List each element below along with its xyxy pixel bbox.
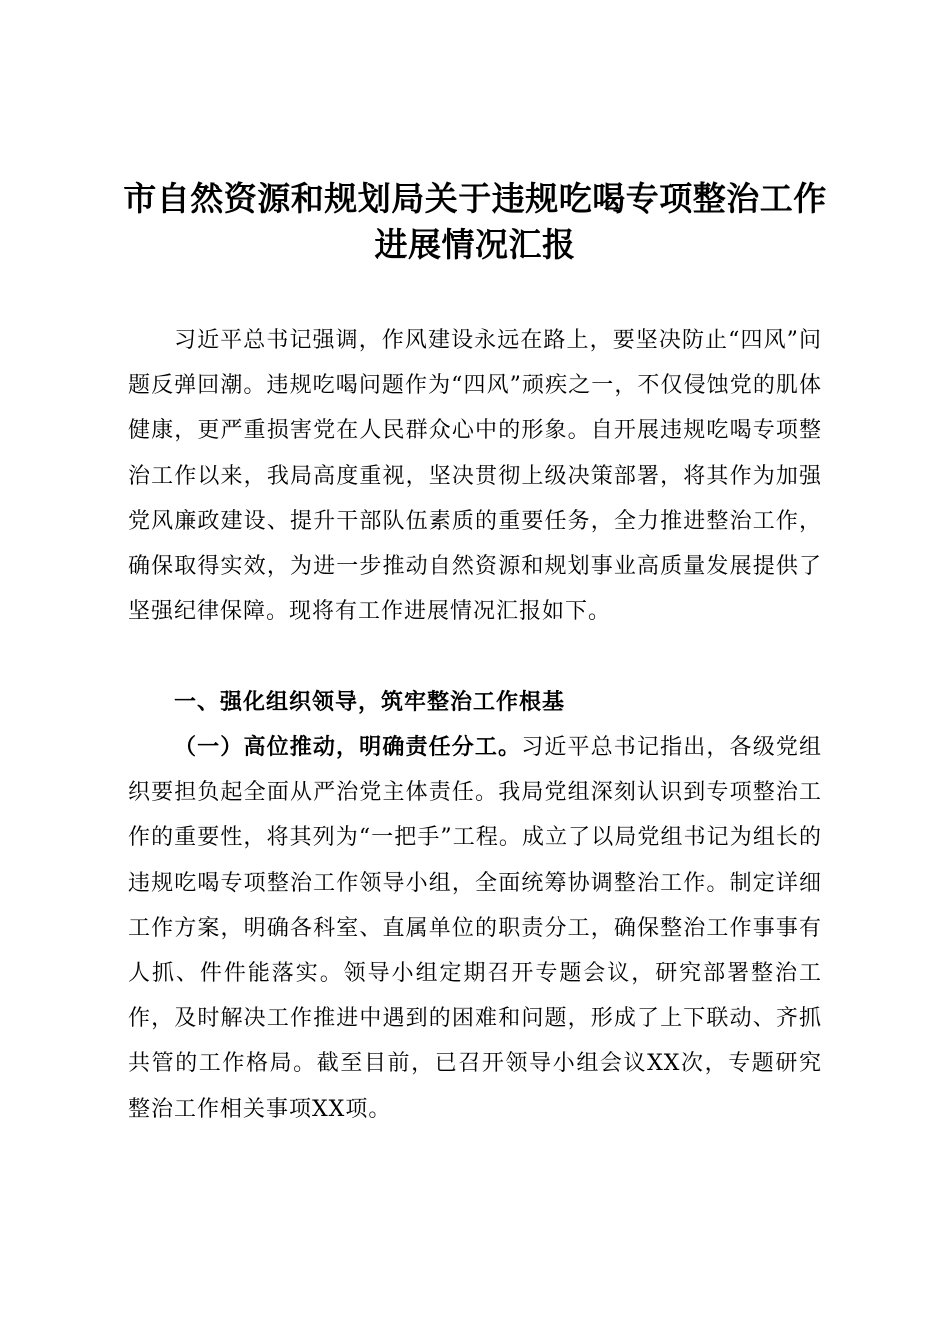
intro-paragraph: 习近平总书记强调，作风建设永远在路上，要坚决防止“四风”问题反弹回潮。违规吃喝问题作为“四风”顽疾之一，不仅侵蚀党的肌体健康，更严重损害党在人民群众心中的形象。自开展违规吃喝专项整治工作以来，我局高度重视，坚决贯彻上级决策部署，将其作为加强党风廉政建设、提升干部队伍素质的重要任务，全力推进整治工作，确保取得实效，为进一步推动自然资源和规划事业高质量发展提供了坚强纪律保障。现将有工作进展情况汇报如下。	[128, 328, 822, 625]
subsection-paragraph	[128, 725, 822, 1132]
subsection-heading: （一）高位推动，明确责任分工。	[174, 734, 522, 760]
section-heading: 一、强化组织领导，筑牢整治工作根基	[174, 690, 566, 715]
document-title: 市自然资源和规划局关于违规吃喝专项整治工作进展情况汇报	[123, 179, 827, 264]
subsection-text: 习近平总书记指出，各级党组织要担负起全面从严治党主体责任。我局党组深刻认识到专项整治工作的重要性，将其列为“一把手”工程。成立了以局党组书记为组长的违规吃喝专项整治工作领导小组，全面统筹协调整治工作。制定详细工作方案，明确各科室、直属单位的职责分工，确保整治工作事事有人抓、件件能落实。领导小组定期召开专题会议，研究部署整治工作，及时解决工作推进中遇到的困难和问题，形成了上下联动、齐抓共管的工作格局。截至目前，已召开领导小组会议XX次，专题研究整治工作相关事项XX项。	[128, 735, 822, 1122]
